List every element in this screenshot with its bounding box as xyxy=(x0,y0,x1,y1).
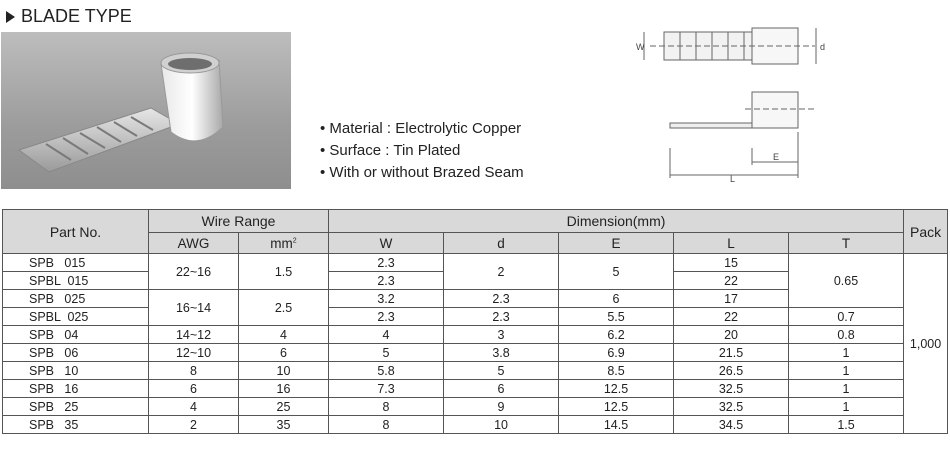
table-row xyxy=(3,380,948,398)
awg-cell: 22~16 xyxy=(149,254,239,290)
w-cell: 7.3 xyxy=(329,380,444,398)
e-cell: 8.5 xyxy=(559,362,674,380)
e-cell: 12.5 xyxy=(559,380,674,398)
w-cell: 8 xyxy=(329,398,444,416)
header-part-no: Part No. xyxy=(3,210,149,254)
mm2-cell: 6 xyxy=(239,344,329,362)
dim-label-l: L xyxy=(730,174,736,184)
d-cell: 10 xyxy=(444,416,559,434)
header-e: E xyxy=(559,233,674,254)
dimension-drawing xyxy=(630,20,830,190)
spec-table xyxy=(2,209,948,434)
l-cell: 20 xyxy=(674,326,789,344)
mm2-cell: 35 xyxy=(239,416,329,434)
spec-material: • Material : Electrolytic Copper xyxy=(320,120,522,137)
d-cell: 6 xyxy=(444,380,559,398)
section-title xyxy=(6,6,132,27)
d-cell: 3.8 xyxy=(444,344,559,362)
header-t: T xyxy=(789,233,904,254)
d-cell: 3 xyxy=(444,326,559,344)
l-cell: 21.5 xyxy=(674,344,789,362)
d-cell: 2.3 xyxy=(444,290,559,308)
t-cell: 0.7 xyxy=(789,308,904,326)
awg-cell: 14~12 xyxy=(149,326,239,344)
pack-cell: 1,000 xyxy=(904,254,948,434)
part-no: SPB 025 xyxy=(3,290,149,308)
table-row xyxy=(3,308,948,326)
dim-label-d: d xyxy=(820,42,826,52)
header-mm-sup: 2 xyxy=(292,237,297,244)
w-cell: 2.3 xyxy=(329,254,444,272)
w-cell: 2.3 xyxy=(329,272,444,290)
t-cell: 1 xyxy=(789,344,904,362)
e-cell: 14.5 xyxy=(559,416,674,434)
l-cell: 22 xyxy=(674,308,789,326)
mm2-cell: 25 xyxy=(239,398,329,416)
l-cell: 15 xyxy=(674,254,789,272)
part-no: SPB 06 xyxy=(3,344,149,362)
l-cell: 26.5 xyxy=(674,362,789,380)
l-cell: 34.5 xyxy=(674,416,789,434)
spec-surface: • Surface : Tin Plated xyxy=(320,142,461,159)
mm2-cell: 16 xyxy=(239,380,329,398)
e-cell: 6.9 xyxy=(559,344,674,362)
part-no: SPBL 025 xyxy=(3,308,149,326)
part-no: SPBL 015 xyxy=(3,272,149,290)
spec-list xyxy=(320,118,524,184)
w-cell: 8 xyxy=(329,416,444,434)
w-cell: 5 xyxy=(329,344,444,362)
header-l: L xyxy=(674,233,789,254)
header-pack: Pack xyxy=(904,210,948,254)
d-cell: 5 xyxy=(444,362,559,380)
header-mm-text: mm xyxy=(270,235,293,251)
e-cell: 6 xyxy=(559,290,674,308)
w-cell: 4 xyxy=(329,326,444,344)
d-cell: 2.3 xyxy=(444,308,559,326)
awg-cell: 4 xyxy=(149,398,239,416)
product-photo xyxy=(1,32,291,189)
w-cell: 5.8 xyxy=(329,362,444,380)
mm2-cell: 1.5 xyxy=(239,254,329,290)
awg-cell: 8 xyxy=(149,362,239,380)
section-title-text: BLADE TYPE xyxy=(21,6,132,26)
t-cell: 1 xyxy=(789,380,904,398)
l-cell: 32.5 xyxy=(674,398,789,416)
header-d: d xyxy=(444,233,559,254)
t-cell: 0.65 xyxy=(789,254,904,308)
d-cell: 2 xyxy=(444,254,559,290)
part-no: SPB 10 xyxy=(3,362,149,380)
dim-label-e: E xyxy=(773,152,780,162)
l-cell: 17 xyxy=(674,290,789,308)
table-row xyxy=(3,254,948,272)
t-cell: 0.8 xyxy=(789,326,904,344)
mm2-cell: 10 xyxy=(239,362,329,380)
awg-cell: 12~10 xyxy=(149,344,239,362)
mm2-cell: 2.5 xyxy=(239,290,329,326)
awg-cell: 16~14 xyxy=(149,290,239,326)
header-w: W xyxy=(329,233,444,254)
part-no: SPB 35 xyxy=(3,416,149,434)
awg-cell: 2 xyxy=(149,416,239,434)
e-cell: 5 xyxy=(559,254,674,290)
blade-terminal-image xyxy=(1,32,291,189)
part-no: SPB 04 xyxy=(3,326,149,344)
part-no: SPB 015 xyxy=(3,254,149,272)
part-no: SPB 25 xyxy=(3,398,149,416)
table-row xyxy=(3,416,948,434)
e-cell: 5.5 xyxy=(559,308,674,326)
e-cell: 6.2 xyxy=(559,326,674,344)
t-cell: 1.5 xyxy=(789,416,904,434)
l-cell: 32.5 xyxy=(674,380,789,398)
part-no: SPB 16 xyxy=(3,380,149,398)
table-row xyxy=(3,326,948,344)
w-cell: 2.3 xyxy=(329,308,444,326)
t-cell: 1 xyxy=(789,362,904,380)
l-cell: 22 xyxy=(674,272,789,290)
header-dimension: Dimension(mm) xyxy=(329,210,904,233)
table-row xyxy=(3,362,948,380)
t-cell: 1 xyxy=(789,398,904,416)
spec-seam: • With or without Brazed Seam xyxy=(320,164,524,181)
mm2-cell: 4 xyxy=(239,326,329,344)
header-wire-range: Wire Range xyxy=(149,210,329,233)
header-mm2 xyxy=(239,233,329,254)
awg-cell: 6 xyxy=(149,380,239,398)
dim-label-w: W xyxy=(636,42,645,52)
table-row xyxy=(3,398,948,416)
table-row xyxy=(3,344,948,362)
header-awg: AWG xyxy=(149,233,239,254)
w-cell: 3.2 xyxy=(329,290,444,308)
triangle-bullet-icon xyxy=(6,11,15,23)
d-cell: 9 xyxy=(444,398,559,416)
e-cell: 12.5 xyxy=(559,398,674,416)
